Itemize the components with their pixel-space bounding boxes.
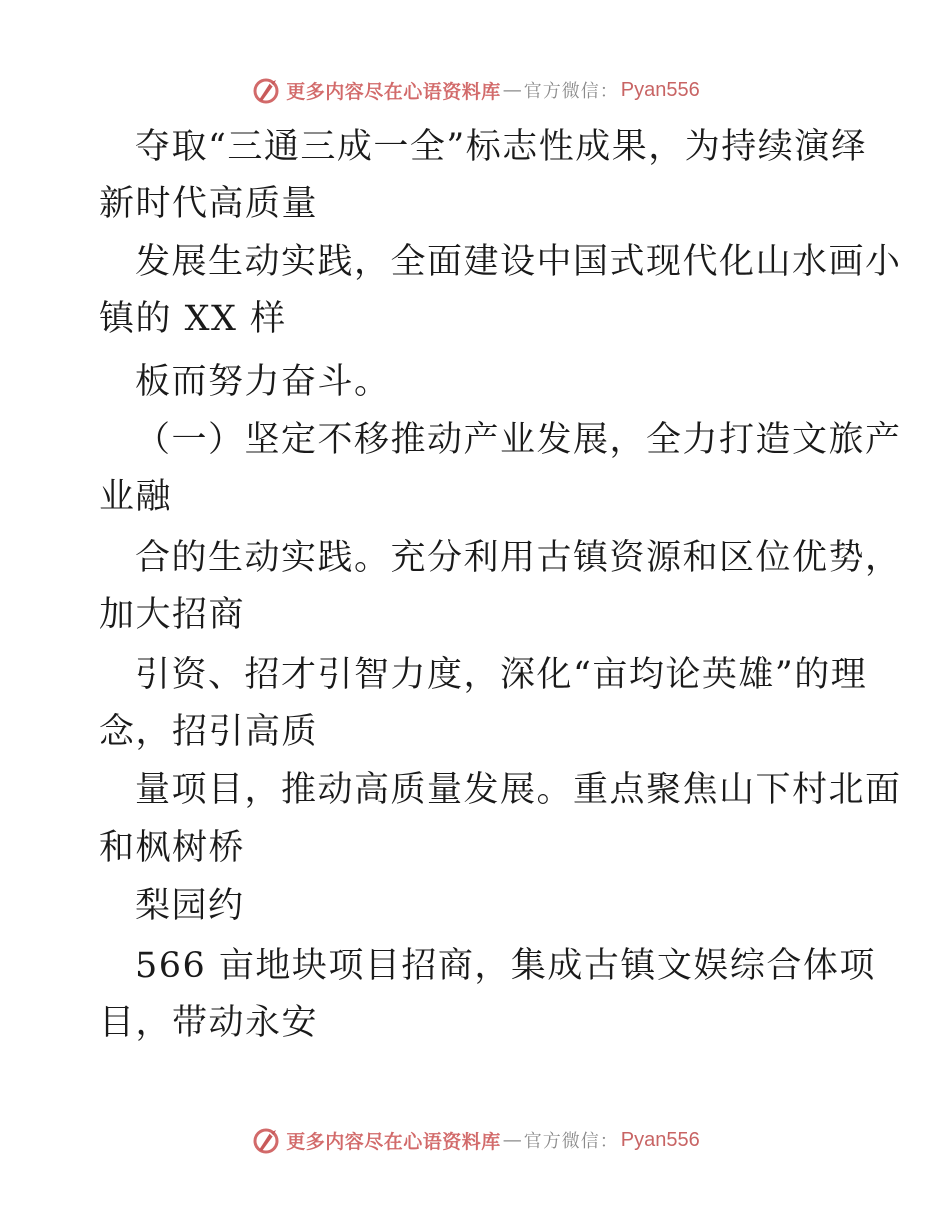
header-banner — [0, 70, 950, 110]
text-line: 加大招商 — [99, 595, 246, 635]
banner-dash: — — [502, 79, 522, 101]
pen-nib-logo-icon — [250, 1124, 282, 1156]
promo-text: 更多内容尽在心语资料库 — [286, 80, 501, 103]
text-line: 板而努力奋斗。 — [135, 362, 391, 402]
text-line: 梨园约 — [135, 886, 245, 926]
text-line: 和枫树桥 — [99, 828, 246, 868]
wechat-label: 官方微信： — [523, 1131, 619, 1152]
text-line: （一）坚定不移推动产业发展，全力打造文旅产 — [135, 420, 902, 460]
text-line: 引资、招才引智力度，深化“亩均论英雄”的理 — [135, 655, 868, 695]
text-line: 念，招引高质 — [99, 712, 319, 752]
wechat-label: 官方微信： — [523, 81, 619, 102]
text-line: 夺取“三通三成一全”标志性成果，为持续演绎 — [135, 127, 868, 167]
text-line: 新时代高质量 — [99, 184, 319, 224]
promo-text: 更多内容尽在心语资料库 — [286, 1130, 501, 1153]
text-line: 业融 — [99, 477, 173, 517]
text-line: 合的生动实践。充分利用古镇资源和区位优势， — [135, 538, 902, 578]
footer-banner — [0, 1120, 950, 1160]
text-line: 566 亩地块项目招商，集成古镇文娱综合体项 — [135, 946, 876, 986]
text-line: 目，带动永安 — [99, 1003, 319, 1043]
text-line: 量项目，推动高质量发展。重点聚焦山下村北面 — [135, 770, 902, 810]
wechat-id: Pyan556 — [620, 1128, 700, 1151]
wechat-id: Pyan556 — [620, 78, 700, 101]
text-line: 发展生动实践，全面建设中国式现代化山水画小 — [135, 242, 902, 282]
banner-dash: — — [502, 1129, 522, 1151]
pen-nib-logo-icon — [250, 74, 282, 106]
text-line: 镇的 XX 样 — [99, 299, 287, 339]
